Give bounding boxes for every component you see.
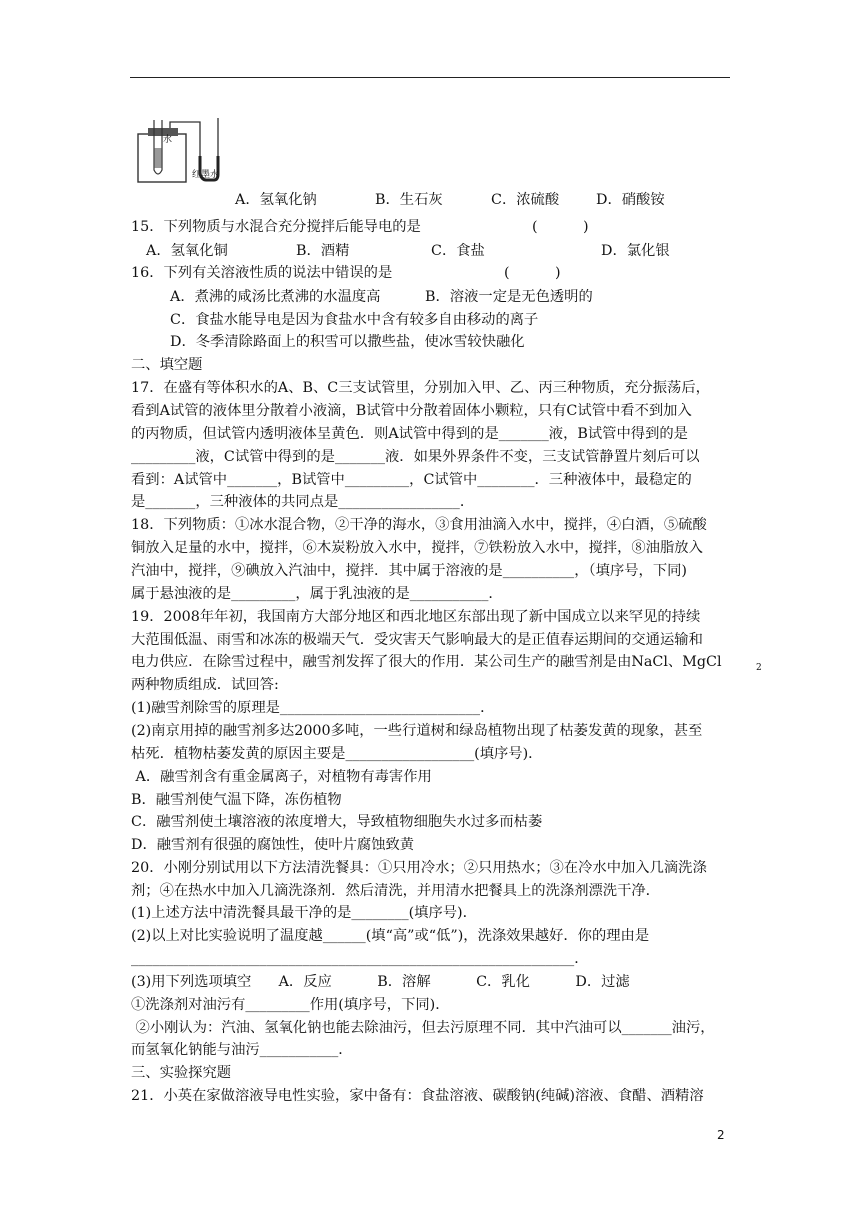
q17-line: 看到A试管的液体里分散着小液滴，B试管中分散着固体小颗粒，只有C试管中看不到加入 xyxy=(131,403,692,419)
section-fill-in-heading: 二、填空题 xyxy=(131,357,203,373)
q20-line: 而氢氧化钠能与油污___________． xyxy=(131,1042,353,1058)
q20-line: 剂；④在热水中加入几滴洗涤剂．然后清洗，并用清水把餐具上的洗涤剂漂洗干净． xyxy=(131,883,660,899)
q16-stem: 16．下列有关溶液性质的说法中错误的是 xyxy=(131,265,393,281)
q20-line: (1)上述方法中清洗餐具最干净的是________(填序号)． xyxy=(131,905,477,921)
q19-line: 枯死．植物枯萎发黄的原因主要是__________________(填序号)． xyxy=(131,746,543,762)
q18-line: 18．下列物质：①冰水混合物，②干净的海水，③食用油滴入水中，搅拌，④白酒，⑤硫酸 xyxy=(131,517,707,533)
q19-line: 两种物质组成．试回答: xyxy=(131,677,279,693)
q20-line: ①洗涤剂对油污有_________作用(填序号，下同)． xyxy=(131,997,450,1013)
q17-line: 是_______，三种液体的共同点是_________________． xyxy=(131,494,475,510)
q16-option-d: D．冬季清除路面上的积雪可以撒些盐，使冰雪较快融化 xyxy=(170,334,525,350)
q15-option-c: C．食盐 xyxy=(431,243,485,259)
q15-stem: 15．下列物质与水混合充分搅拌后能导电的是 xyxy=(131,219,421,235)
q17-line: 17．在盛有等体积水的A、B、C三支试管里，分别加入甲、乙、丙三种物质，充分振荡后， xyxy=(131,380,710,396)
q15-option-d: D．氯化银 xyxy=(601,243,670,259)
q20-answer-line: ______________________________________________________________． xyxy=(131,951,589,967)
q15-option-a: A．氢氧化铜 xyxy=(146,243,228,259)
q16-bracket: ( ) xyxy=(504,265,561,281)
q17-line: 看到：A试管中_______，B试管中_________，C试管中________．三种液体中，最稳定的 xyxy=(131,472,692,488)
q19-line: (1)融雪剂除雪的原理是____________________________． xyxy=(131,700,495,716)
q14-option-a: A．氢氧化钠 xyxy=(235,192,317,208)
q20-line: 20．小刚分别试用以下方法清洗餐具：①只用冷水；②只用热水；③在冷水中加入几滴洗涤 xyxy=(131,860,707,876)
page-number: 2 xyxy=(717,1128,725,1142)
q19-option: D．融雪剂有很强的腐蚀性，使叶片腐蚀致黄 xyxy=(131,837,415,853)
q19-option: C．融雪剂使土壤溶液的浓度增大，导致植物细胞失水过多而枯萎 xyxy=(131,814,543,830)
q19-option: B．融雪剂使气温下降，冻伤植物 xyxy=(131,792,342,808)
q14-option-d: D．硝酸铵 xyxy=(596,192,665,208)
q16-option-a: A．煮沸的咸汤比煮沸的水温度高 xyxy=(170,289,381,305)
q14-option-b: B．生石灰 xyxy=(375,192,443,208)
q18-line: 汽油中，搅拌，⑨碘放入汽油中，搅拌．其中属于溶液的是__________，（填序号，下同) xyxy=(131,563,688,579)
apparatus-figure xyxy=(130,112,242,186)
figure-label-ink: 红墨水 xyxy=(192,170,220,180)
figure-label-water: 水 xyxy=(163,135,173,145)
q18-line: 属于悬浊液的是_________，属于乳浊液的是___________． xyxy=(131,586,503,602)
q17-line: _________液，C试管中得到的是_______液．如果外界条件不变，三支试管静置片刻后可以 xyxy=(131,449,700,465)
q19-line: 大范围低温、雨雪和冰冻的极端天气．受灾害天气影响最大的是正值春运期间的交通运输和 xyxy=(131,632,703,648)
q17-line: 的丙物质，但试管内透明液体呈黄色．则A试管中得到的是_______液，B试管中得到的是 xyxy=(131,426,688,442)
section-experiment-heading: 三、实验探究题 xyxy=(131,1065,232,1081)
q21-line: 21．小英在家做溶液导电性实验，家中备有：食盐溶液、碳酸钠(纯碱)溶液、食醋、酒精溶 xyxy=(131,1088,704,1104)
q19-subscript: 2 xyxy=(756,663,762,673)
q20-line: ②小刚认为：汽油、氢氧化钠也能去除油污，但去污原理不同．其中汽油可以_______油污， xyxy=(131,1020,715,1036)
q16-option-c: C．食盐水能导电是因为食盐水中含有较多自由移动的离子 xyxy=(170,312,539,328)
q20-line: (2)以上对比实验说明了温度越______(填“高”或“低”)，洗涤效果越好．你的理由是 xyxy=(131,928,650,944)
q19-line: 19．2008年年初，我国南方大部分地区和西北地区东部出现了新中国成立以来罕见的持续 xyxy=(131,609,701,625)
q14-option-c: C．浓硫酸 xyxy=(491,192,560,208)
q20-line: (3)用下列选项填空 A．反应 B．溶解 C．乳化 D．过滤 xyxy=(131,974,630,990)
q15-option-b: B．酒精 xyxy=(296,243,350,259)
q19-option: A．融雪剂含有重金属离子，对植物有毒害作用 xyxy=(131,769,432,785)
header-rule xyxy=(130,77,730,78)
q19-line: 电力供应．在除雪过程中，融雪剂发挥了很大的作用．某公司生产的融雪剂是由NaCl、MgCl xyxy=(131,654,722,670)
q18-line: 铜放入足量的水中，搅拌，⑥木炭粉放入水中，搅拌，⑦铁粉放入水中，搅拌，⑧油脂放入 xyxy=(131,540,703,556)
q19-line: (2)南京用掉的融雪剂多达2000多吨，一些行道树和绿岛植物出现了枯萎发黄的现象，甚至 xyxy=(131,723,703,739)
q16-option-b: B．溶液一定是无色透明的 xyxy=(425,289,593,305)
q15-bracket: ( ) xyxy=(532,219,589,235)
